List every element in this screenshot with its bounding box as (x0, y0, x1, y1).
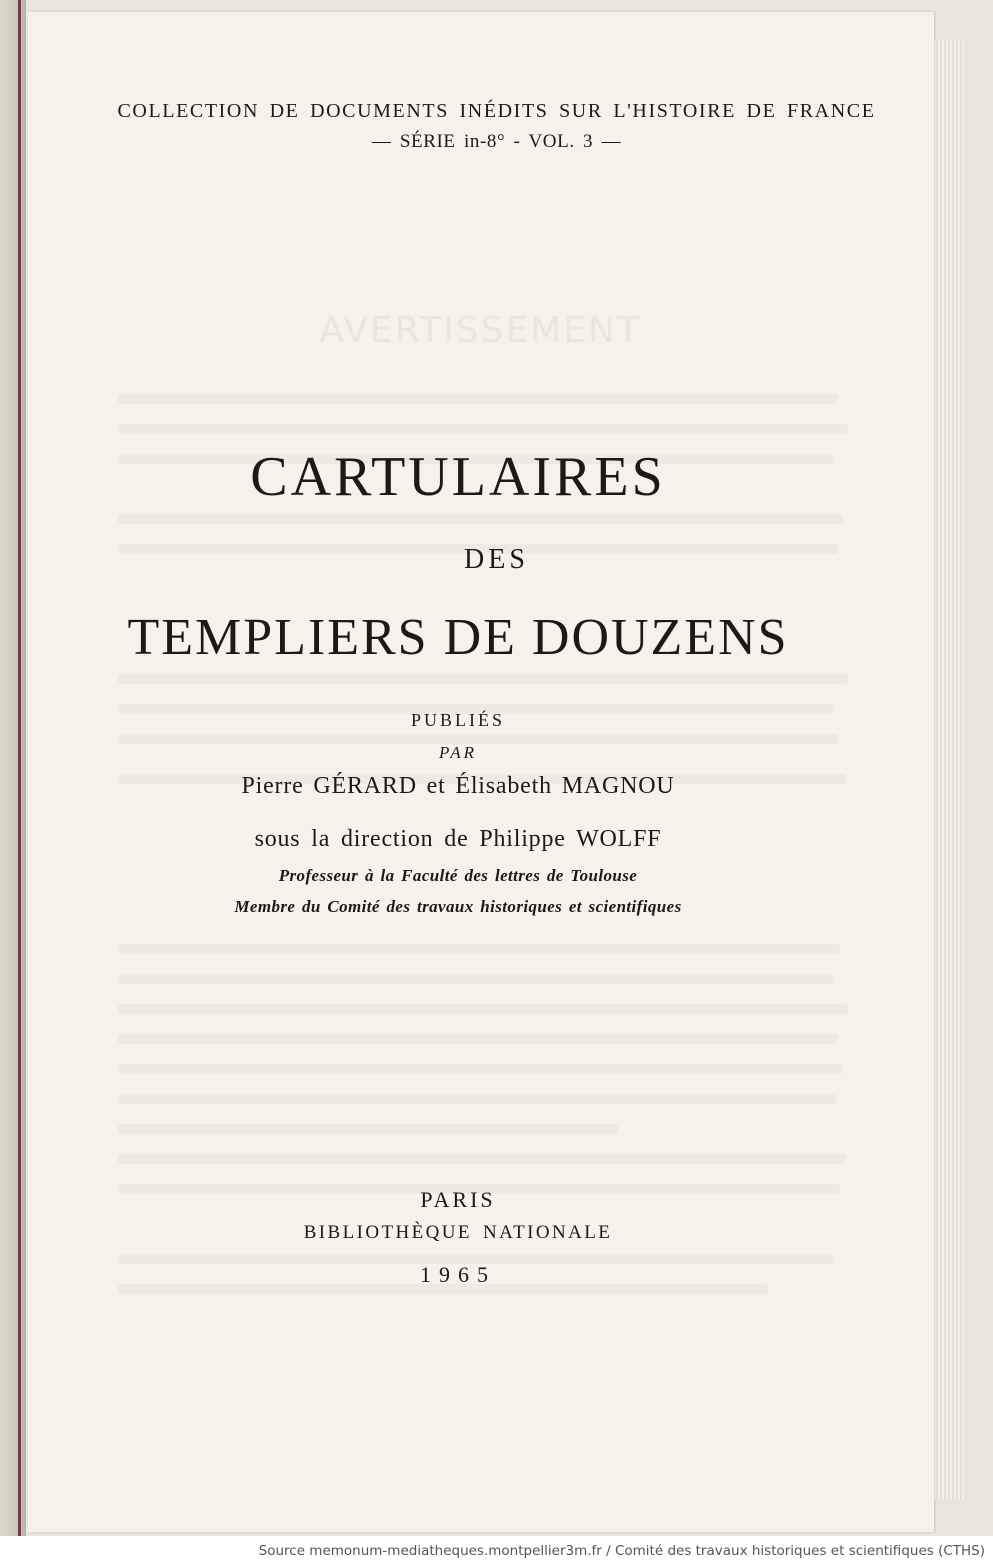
imprint-publisher: BIBLIOTHÈQUE NATIONALE (303, 1222, 613, 1243)
source-bar (0, 1536, 993, 1566)
director-role-2: Membre du Comité des travaux historiques et scientifiques (234, 897, 682, 916)
imprint-city: PARIS (420, 1187, 496, 1212)
director-role-1: Professeur à la Faculté des lettres de Toulouse (278, 866, 638, 885)
title-connector: DES (464, 544, 529, 575)
direction: sous la direction de Philippe WOLFF (254, 826, 662, 852)
source-credit: Source memonum-mediatheques.montpellier3m.fr / Comité des travaux historiques et scientifiques (CTHS) (258, 1543, 985, 1559)
main-title: CARTULAIRES (250, 446, 666, 508)
by-label: PAR (439, 743, 477, 762)
book-binding (0, 0, 26, 1536)
imprint-year: 1965 (420, 1262, 496, 1287)
binding-edge (18, 0, 21, 1536)
series-volume: — SÉRIE in-8° - VOL. 3 — (371, 131, 622, 152)
page-edges (934, 40, 964, 1500)
published-label: PUBLIÉS (410, 710, 505, 730)
title-page (28, 12, 934, 1532)
authors: Pierre GÉRARD et Élisabeth MAGNOU (241, 773, 675, 799)
collection-title: COLLECTION DE DOCUMENTS INÉDITS SUR L'HISTOIRE DE FRANCE (117, 100, 876, 122)
main-subtitle: TEMPLIERS DE DOUZENS (127, 609, 789, 666)
